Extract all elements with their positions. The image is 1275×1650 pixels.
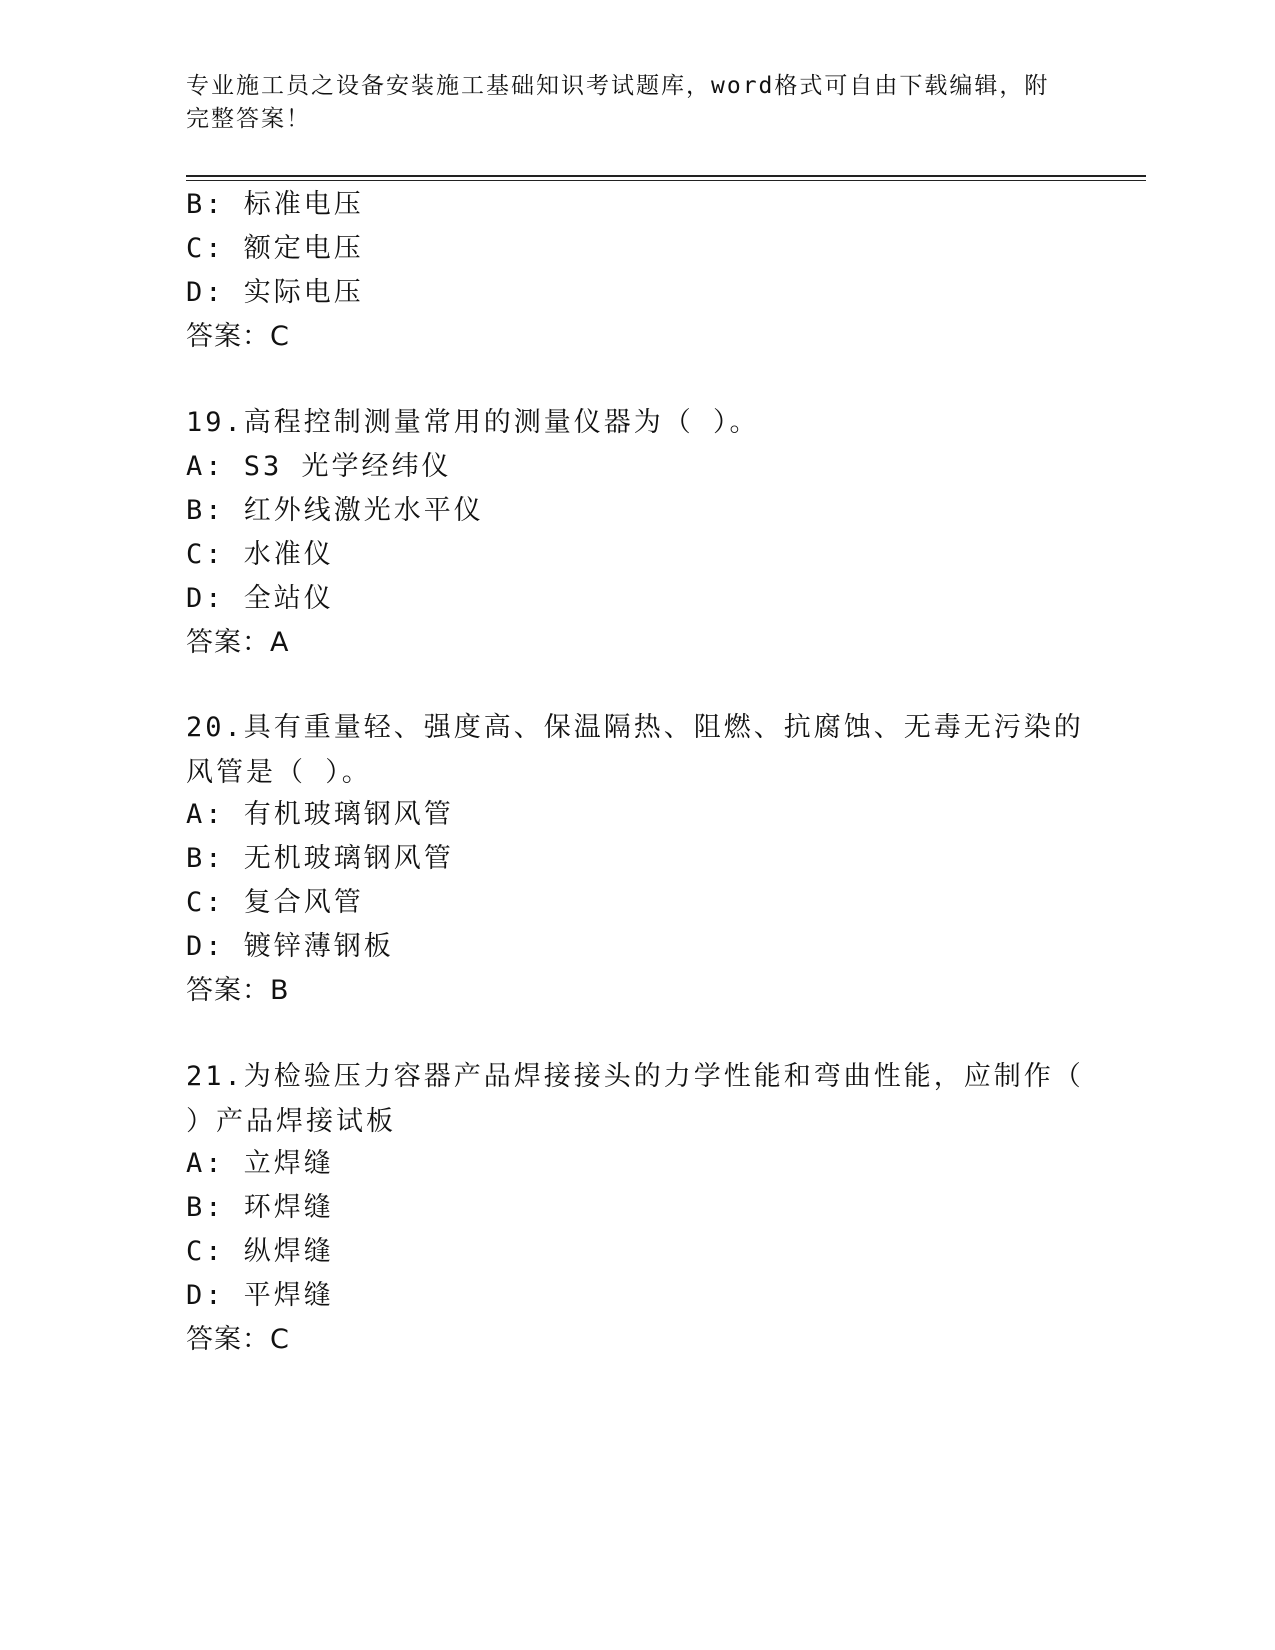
option-d: [186, 930, 394, 964]
option-label: A:: [186, 1148, 225, 1179]
option-text: 全站仪: [243, 583, 334, 614]
question-stem: 20.具有重量轻、强度高、保温隔热、阻燃、抗腐蚀、无毒无污染的风管是（ ）。: [186, 712, 1084, 788]
option-label: C:: [186, 233, 225, 264]
question-stem: 21.为检验压力容器产品焊接接头的力学性能和弯曲性能，应制作（ ）产品焊接试板: [186, 1061, 1084, 1137]
header-divider: [186, 175, 1146, 181]
option-c: [186, 232, 364, 266]
option-text: 纵焊缝: [243, 1236, 334, 1267]
option-text: 无机玻璃钢风管: [243, 843, 454, 874]
option-c: [186, 1235, 334, 1269]
option-label: D:: [186, 583, 225, 614]
option-text: 复合风管: [243, 887, 364, 918]
option-label: D:: [186, 931, 225, 962]
option-text: 平焊缝: [243, 1280, 334, 1311]
option-text: 红外线激光水平仪: [243, 495, 484, 526]
option-label: C:: [186, 887, 225, 918]
option-c: [186, 538, 334, 572]
option-text: 标准电压: [243, 189, 364, 220]
option-label: B:: [186, 843, 225, 874]
option-text: 实际电压: [243, 277, 364, 308]
option-text: 额定电压: [243, 233, 364, 264]
option-label: A:: [186, 451, 225, 482]
option-text: 水准仪: [243, 539, 334, 570]
option-label: B:: [186, 495, 225, 526]
option-b: [186, 188, 364, 222]
option-label: D:: [186, 1280, 225, 1311]
option-text: 镀锌薄钢板: [243, 931, 394, 962]
option-d: [186, 582, 334, 616]
answer-line: 答案：B: [186, 975, 290, 1006]
option-b: [186, 494, 484, 528]
option-a: [186, 798, 454, 832]
option-label: B:: [186, 189, 225, 220]
option-a: [186, 450, 452, 484]
option-label: C:: [186, 539, 225, 570]
document-header: 专业施工员之设备安装施工基础知识考试题库，word格式可自由下载编辑，附完整答案！: [186, 73, 1050, 132]
option-text: 有机玻璃钢风管: [243, 799, 454, 830]
option-label: A:: [186, 799, 225, 830]
option-text: S3 光学经纬仪: [243, 451, 452, 482]
question-stem: 19.高程控制测量常用的测量仪器为（ ）。: [186, 407, 760, 438]
option-text: 立焊缝: [243, 1148, 334, 1179]
answer-line: 答案：C: [186, 321, 290, 352]
option-b: [186, 842, 454, 876]
option-d: [186, 1279, 334, 1313]
option-label: D:: [186, 277, 225, 308]
option-b: [186, 1191, 334, 1225]
option-a: [186, 1147, 334, 1181]
option-c: [186, 886, 364, 920]
option-d: [186, 276, 364, 310]
answer-line: 答案：C: [186, 1324, 290, 1355]
option-text: 环焊缝: [243, 1192, 334, 1223]
option-label: C:: [186, 1236, 225, 1267]
answer-line: 答案：A: [186, 627, 290, 658]
option-label: B:: [186, 1192, 225, 1223]
